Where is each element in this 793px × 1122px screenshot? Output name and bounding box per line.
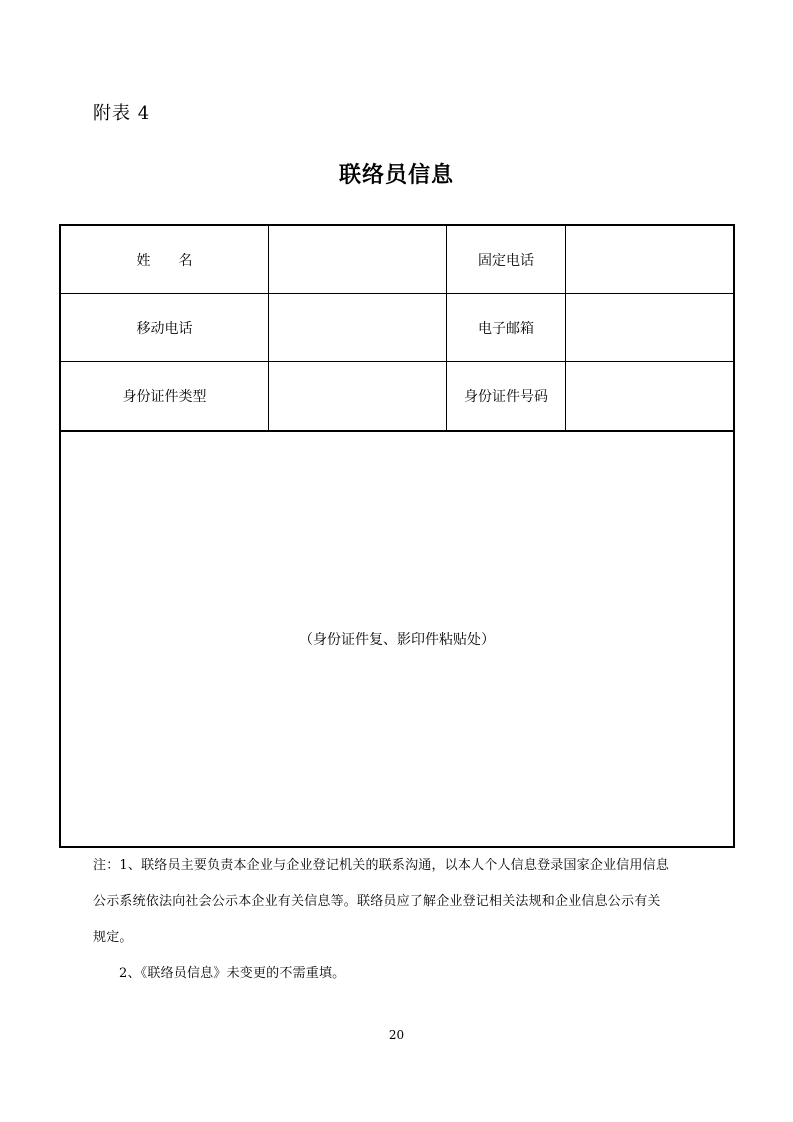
annex-label: 附表 4: [93, 103, 151, 124]
id-type-value-field[interactable]: [269, 362, 447, 430]
note-line-1: 注：1、联络员主要负责本企业与企业登记机关的联系沟通，以本人个人信息登录国家企业信用信息: [93, 858, 670, 873]
contact-info-form: [59, 224, 735, 848]
email-value-field[interactable]: [566, 294, 733, 361]
form-row-mobile-email: [61, 294, 733, 362]
email-label: 电子邮箱: [447, 294, 566, 361]
name-label-char-1: 姓: [136, 252, 151, 269]
id-number-value-field[interactable]: [566, 362, 733, 430]
paste-area-hint: （身份证件复、影印件粘贴处）: [299, 632, 495, 648]
mobile-phone-label: 移动电话: [61, 294, 269, 361]
page-number: 20: [388, 1028, 405, 1042]
mobile-phone-value-field[interactable]: [269, 294, 447, 361]
notes-section: [93, 848, 718, 992]
id-type-label: 身份证件类型: [61, 362, 269, 430]
name-value-field[interactable]: [269, 226, 447, 293]
name-label-char-2: 名: [178, 252, 193, 269]
form-row-id-type-number: [61, 362, 733, 432]
id-number-label: 身份证件号码: [447, 362, 566, 430]
note-line-3: 规定。: [93, 930, 133, 945]
landline-value-field[interactable]: [566, 226, 733, 293]
name-label: [61, 226, 269, 293]
note-line-4: 2、《联络员信息》未变更的不需重填。: [119, 966, 346, 981]
id-copy-paste-area: [61, 432, 733, 846]
document-title: 联络员信息: [338, 163, 454, 188]
note-line-2: 公示系统依法向社会公示本企业有关信息等。联络员应了解企业登记相关法规和企业信息公示有关: [93, 894, 661, 909]
form-row-name-phone: [61, 226, 733, 294]
landline-label: 固定电话: [447, 226, 566, 293]
